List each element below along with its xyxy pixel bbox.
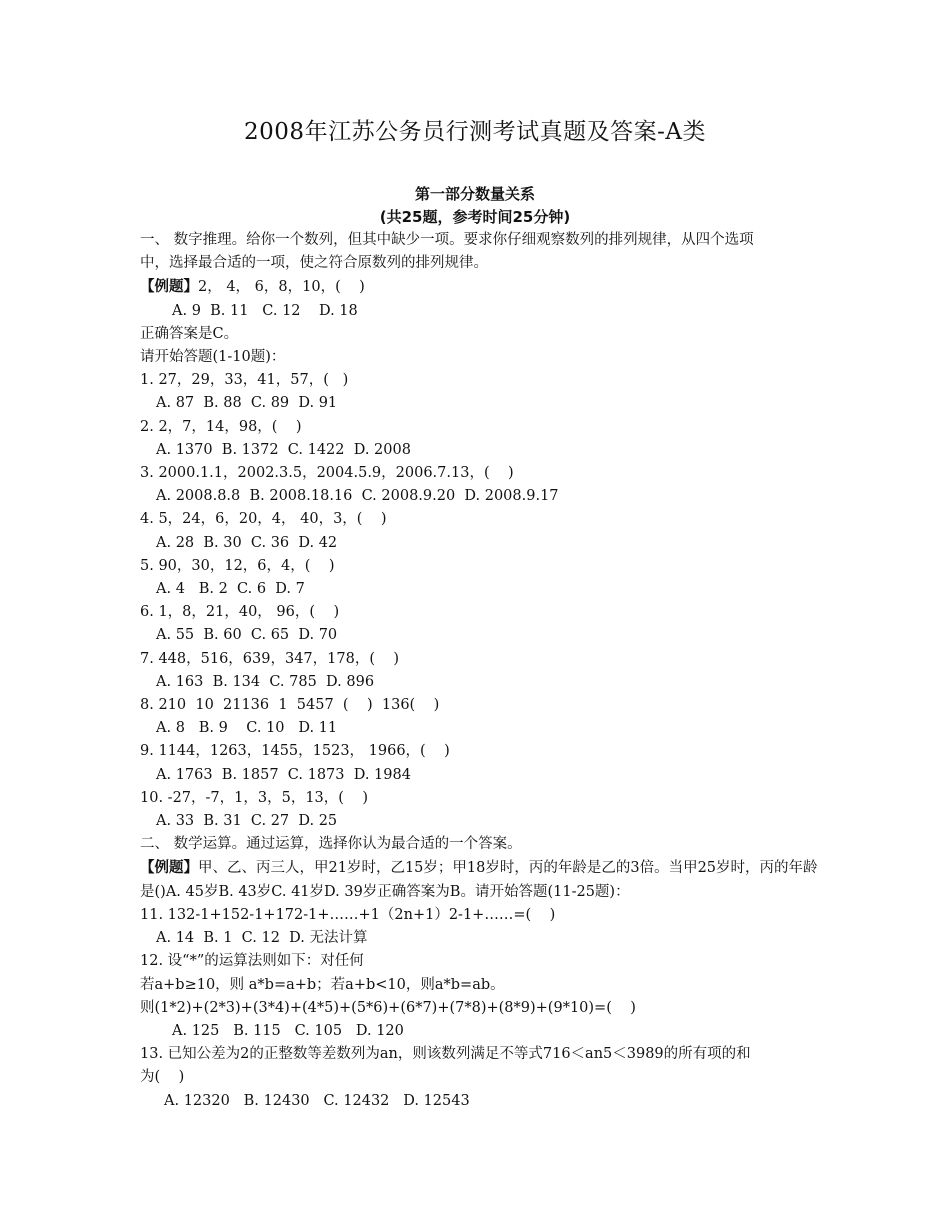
question-text: 6. 1，8，21，40， 96，( ) [140,604,340,621]
part2-intro: 二、 数学运算。通过运算，选择你认为最合适的一个答案。 [140,836,522,853]
part2-example [140,856,820,903]
question-text: 4. 5，24，6，20，4， 40，3，( ) [140,511,387,528]
question-4 [140,508,820,554]
question-1 [140,369,820,415]
example-text: 甲、乙、丙三人，甲21岁时，乙15岁；甲18岁时，丙的年龄是乙的3倍。当甲25岁时，丙的年龄是()A. 45岁B. 43岁C. 41岁D. 39岁正确答案为B。请开始答题(11-25题)： [140,860,818,900]
question-7 [140,648,820,694]
question-options: A. 33 B. 31 C. 27 D. 25 [156,813,338,830]
question-12 [140,950,820,1043]
question-text: 10. -27，-7，1，3，5，13，( ) [140,789,369,806]
question-options: A. 163 B. 134 C. 785 D. 896 [156,673,375,690]
section-heading: 第一部分数量关系 [414,185,535,203]
question-options: A. 1763 B. 1857 C. 1873 D. 1984 [156,766,411,783]
part1-example [140,275,820,299]
question-text: 1. 27，29，33，41，57，( ) [140,372,349,389]
question-options: A. 2008.8.8 B. 2008.18.16 C. 2008.9.20 D. 2008.9.17 [156,488,559,505]
question-options: A. 14 B. 1 C. 12 D. 无法计算 [156,930,368,947]
question-text: 7. 448，516，639，347，178，( ) [140,650,400,667]
question-options: A. 125 B. 115 C. 105 D. 120 [172,1022,404,1039]
question-text: 2. 2，7，14，98，( ) [140,418,302,435]
part1-intro-b: 中，选择最合适的一项，使之符合原数列的排列规律。 [140,255,488,272]
example-options: A. 9 B. 11 C. 12 D. 18 [172,302,358,319]
question-options: A. 28 B. 30 C. 36 D. 42 [156,534,338,551]
question-8 [140,694,820,740]
question-options: A. 4 B. 2 C. 6 D. 7 [156,581,305,598]
question-6 [140,601,820,647]
question-text: 13. 已知公差为2的正整数等差数列为an，则该数列满足不等式716＜an5＜3989的所有项的和 [140,1046,751,1063]
example-answer: 正确答案是C。 [140,325,239,342]
question-text: 8. 210 10 21136 1 5457 ( ) 136( ) [140,697,440,714]
question-options: A. 8 B. 9 C. 10 D. 11 [156,720,338,737]
question-text: 11. 132-1+152-1+172-1+……+1（2n+1）2-1+……=( ) [140,906,556,923]
question-2 [140,416,820,462]
start-instruction: 请开始答题(1-10题)： [140,349,286,366]
question-11 [140,904,820,950]
question-9 [140,740,820,786]
question-options: A. 12320 B. 12430 C. 12432 D. 12543 [164,1092,470,1109]
part1-intro-a: 一、 数字推理。给你一个数列，但其中缺少一项。要求你仔细观察数列的排列规律，从四个选项 [140,232,754,248]
question-3 [140,462,820,508]
question-13 [140,1043,820,1113]
question-options: A. 1370 B. 1372 C. 1422 D. 2008 [156,441,411,458]
question-text: 12. 设“*”的运算法则如下：对任何 [140,953,364,970]
document-title: 2008年江苏公务员行测考试真题及答案-A类 [244,119,706,145]
question-text: 5. 90，30，12，6，4，( ) [140,557,335,574]
example-tag: 【例题】 [140,278,198,296]
question-10 [140,787,820,833]
example-tag: 【例题】 [140,859,198,877]
question-condition: 若a+b≥10，则 a*b=a+b；若a+b<10，则a*b=ab。 [140,976,505,993]
section-subheading: (共25题，参考时间25分钟) [379,208,571,226]
question-expression: 则(1*2)+(2*3)+(3*4)+(4*5)+(5*6)+(6*7)+(7*8)+(8*9)+(9*10)=( ) [140,999,636,1016]
question-text-cont: 为( ) [140,1069,185,1086]
question-options: A. 55 B. 60 C. 65 D. 70 [156,627,338,644]
document-body [140,229,820,1113]
example-sequence: 2， 4， 6，8，10，( ) [198,279,365,296]
question-5 [140,555,820,601]
question-options: A. 87 B. 88 C. 89 D. 91 [156,395,338,412]
question-text: 9. 1144，1263，1455，1523， 1966，( ) [140,743,450,760]
question-text: 3. 2000.1.1，2002.3.5，2004.5.9，2006.7.13，( ) [140,465,514,482]
